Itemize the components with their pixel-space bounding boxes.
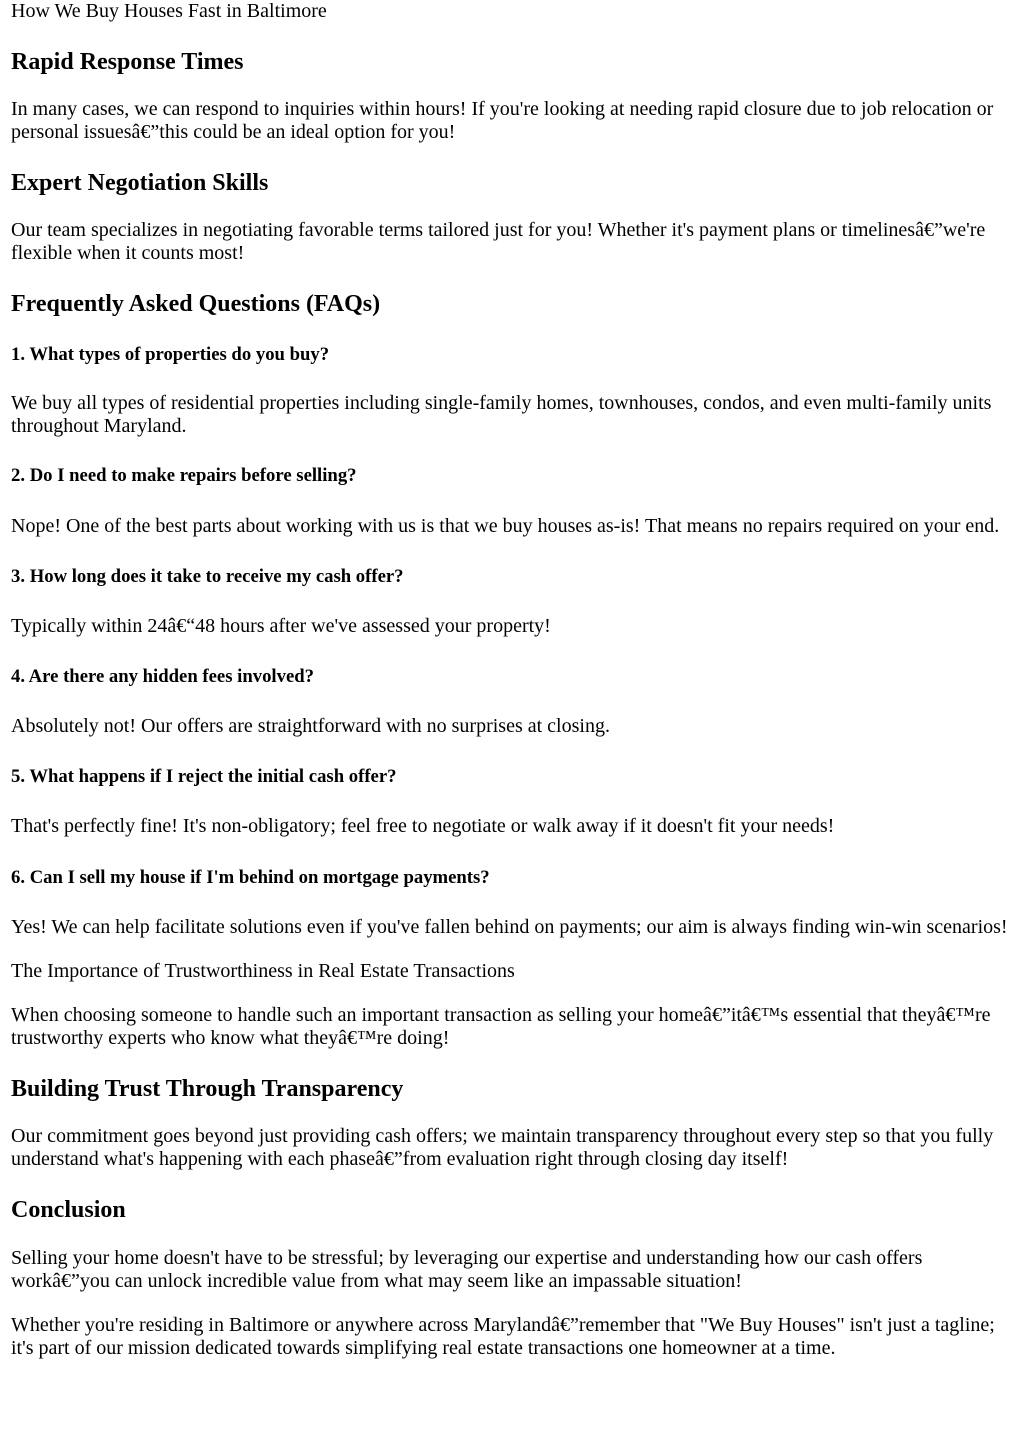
faq-answer: Nope! One of the best parts about working with us is that we buy houses as-is! That means no repairs required on your end. (11, 515, 1000, 537)
faq-answer: We buy all types of residential properties including single-family homes, townhouses, condos, and even multi-family units throughout Maryland. (11, 392, 992, 437)
rapid-response-title: Rapid Response Times (11, 49, 244, 75)
faq-answer: Absolutely not! Our offers are straightforward with no surprises at closing. (11, 715, 610, 737)
trust-heading: The Importance of Trustworthiness in Real Estate Transactions (11, 960, 515, 982)
faq-question: 1. What types of properties do you buy? (11, 344, 330, 365)
conclusion-paragraph: Selling your home doesn't have to be stressful; by leveraging our expertise and understanding how our cash offers workâ€”you can unlock incredible value from what may seem like an impassable situation! (11, 1247, 923, 1292)
transparency-body: Our commitment goes beyond just providing cash offers; we maintain transparency throughout every step so that you fully understand what's happening with each phaseâ€”from evaluation right through closing day itself! (11, 1125, 994, 1170)
negotiation-body: Our team specializes in negotiating favorable terms tailored just for you! Whether it's payment plans or timelinesâ€”we're flexible when it counts most! (11, 219, 986, 264)
faq-question: 4. Are there any hidden fees involved? (11, 666, 314, 687)
transparency-title: Building Trust Through Transparency (11, 1076, 404, 1102)
faq-question: 2. Do I need to make repairs before selling? (11, 465, 357, 486)
faq-question: 5. What happens if I reject the initial cash offer? (11, 766, 397, 787)
rapid-response-body: In many cases, we can respond to inquiries within hours! If you're looking at needing rapid closure due to job relocation or personal issuesâ€”this could be an ideal option for you! (11, 98, 994, 143)
faq-answer: Yes! We can help facilitate solutions even if you've fallen behind on payments; our aim is always finding win-win scenarios! (11, 916, 1008, 938)
top-heading: How We Buy Houses Fast in Baltimore (11, 0, 327, 22)
negotiation-title: Expert Negotiation Skills (11, 170, 269, 196)
faq-question: 3. How long does it take to receive my cash offer? (11, 566, 404, 587)
trust-body: When choosing someone to handle such an important transaction as selling your homeâ€”itâ€™s essential that theyâ€™re trustworthy experts who know what theyâ€™re doing! (11, 1004, 991, 1049)
faq-title: Frequently Asked Questions (FAQs) (11, 291, 381, 317)
faq-answer: Typically within 24â€“48 hours after we've assessed your property! (11, 615, 551, 637)
conclusion-paragraph: Whether you're residing in Baltimore or anywhere across Marylandâ€”remember that "We Buy Houses" isn't just a tagline; it's part of our mission dedicated towards simplifying real estate transactions one homeowner at a time. (11, 1314, 995, 1359)
conclusion-title: Conclusion (11, 1197, 126, 1223)
faq-answer: That's perfectly fine! It's non-obligatory; feel free to negotiate or walk away if it doesn't fit your needs! (11, 815, 835, 837)
faq-question: 6. Can I sell my house if I'm behind on mortgage payments? (11, 867, 490, 888)
